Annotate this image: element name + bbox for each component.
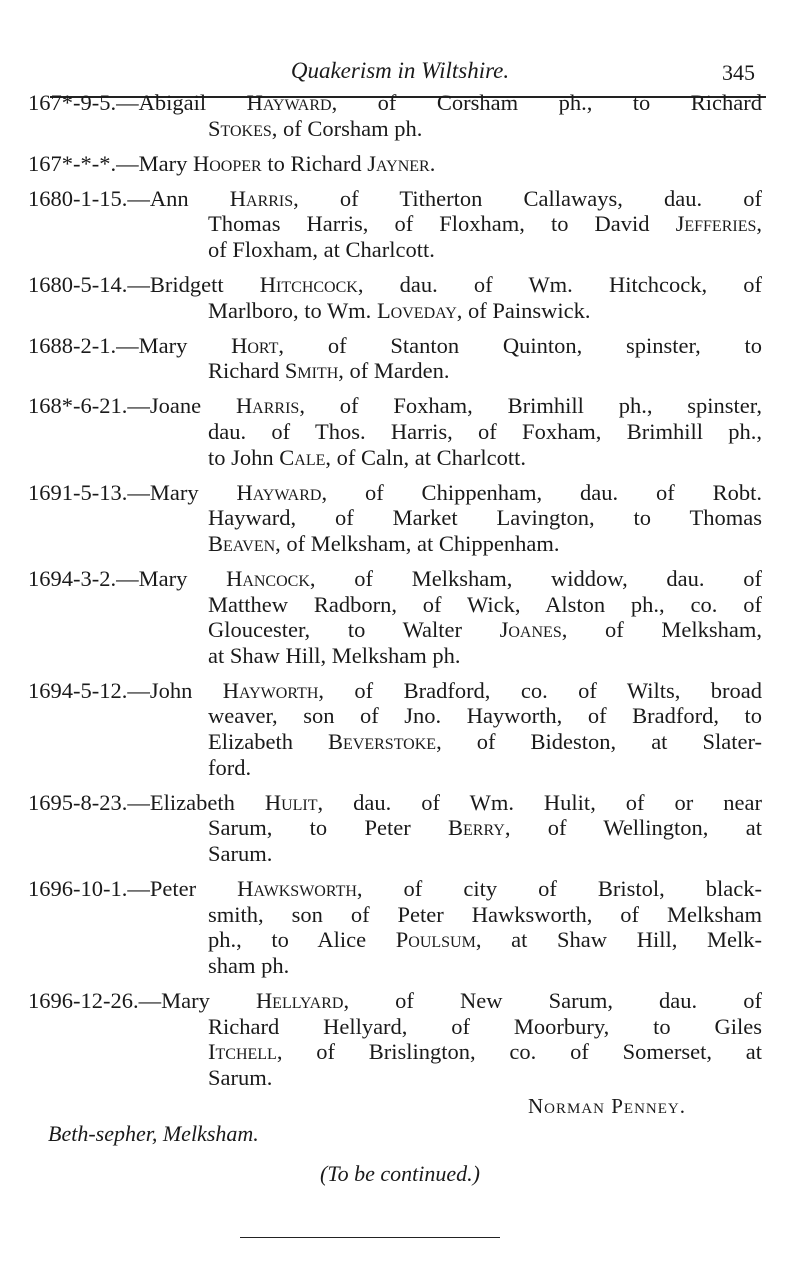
entry-text: , of Foxham, Brimhill ph., spinster,: [299, 393, 762, 419]
surname: Hellyard: [255, 987, 344, 1013]
marriage-entry: [0, 678, 800, 780]
entry-text: Sarum.: [208, 1064, 273, 1090]
surname: Hayward: [236, 479, 322, 505]
marriage-entry: [0, 988, 800, 1090]
entry-line: [0, 531, 800, 557]
surname: Hancock: [226, 566, 310, 591]
surname: Hort: [231, 332, 279, 358]
entry-text: ph., to Alice: [208, 927, 396, 953]
entry-text: Marlboro, to Wm.: [208, 297, 377, 323]
entry-line: [0, 841, 800, 867]
continued-note: (To be continued.): [320, 1161, 480, 1186]
marriage-entry: [0, 393, 800, 470]
surname: Smith: [284, 358, 339, 384]
surname: Berry: [448, 815, 505, 841]
entry-line: [0, 505, 800, 531]
entry-text: at Shaw Hill, Melksham ph.: [208, 642, 461, 668]
surname: Jefferies: [675, 211, 757, 237]
entry-text: , of Bradford, co. of Wilts, broad: [318, 677, 762, 703]
surname: Loveday: [376, 297, 457, 323]
entry-line: [0, 333, 800, 359]
entry-line: [0, 927, 800, 953]
surname: Stokes: [208, 115, 272, 141]
entry-line: [0, 151, 800, 177]
entry-text: , of Chippenham, dau. of Robt.: [321, 479, 762, 505]
surname: Beverstoke: [328, 729, 437, 755]
surname: Joanes: [499, 617, 562, 643]
surname: Jayner: [367, 150, 430, 176]
entry-text: Thomas Harris, of Floxham, to David: [208, 211, 676, 237]
marriage-entry: [0, 333, 800, 384]
entry-line: [0, 566, 800, 592]
entry-line: [0, 790, 800, 816]
entry-text: weaver, son of Jno. Hayworth, of Bradford, to: [208, 703, 762, 729]
marriage-entry: [0, 151, 800, 177]
marriage-entry: [0, 272, 800, 323]
author-place: Beth-sepher, Melksham.: [48, 1121, 259, 1146]
entry-line: [0, 988, 800, 1014]
entry-text: , of Titherton Callaways, dau. of: [293, 185, 762, 211]
entry-line: [0, 703, 800, 729]
surname: Hooper: [192, 150, 262, 176]
entry-line: [0, 617, 800, 643]
entry-text: Matthew Radborn, of Wick, Alston ph., co. of: [208, 591, 762, 617]
surname: Hawksworth: [237, 876, 357, 902]
surname: Hayworth: [222, 677, 319, 703]
entry-text: 168*-6-21.—Joane: [28, 393, 236, 419]
entry-text: smith, son of Peter Hawksworth, of Melksham: [208, 901, 762, 927]
marriage-entry: [0, 790, 800, 867]
entry-text: to John: [208, 444, 280, 470]
entry-line: [0, 729, 800, 755]
marriage-entry: [0, 90, 800, 141]
entry-text: 1695-8-23.—Elizabeth: [28, 789, 265, 815]
marriage-entry: [0, 566, 800, 668]
entry-text: 167*-9-5.—Abigail: [28, 90, 247, 115]
entry-line: [0, 480, 800, 506]
entry-text: , of Stanton Quinton, spinster, to: [278, 332, 762, 358]
entry-text: to Richard: [261, 150, 368, 176]
entry-line: [0, 755, 800, 781]
entry-line: [0, 298, 800, 324]
entry-text: , dau. of Wm. Hitchcock, of: [357, 272, 763, 298]
entry-text: , of Corsham ph.: [271, 115, 423, 141]
entry-text: .: [429, 150, 436, 176]
entry-line: [0, 678, 800, 704]
entry-text: 1694-5-12.—John: [28, 677, 223, 703]
entry-text: , of Bideston, at Slater-: [436, 729, 762, 755]
entry-text: 1691-5-13.—Mary: [28, 479, 237, 505]
entry-line: [0, 953, 800, 979]
surname: Hayward: [246, 90, 332, 115]
entry-text: ,: [756, 211, 762, 237]
entry-text: , at Shaw Hill, Melk-: [475, 927, 762, 953]
entry-text: sham ph.: [208, 952, 290, 978]
entry-text: Richard Hellyard, of Moorbury, to Giles: [208, 1013, 762, 1039]
entry-line: [0, 393, 800, 419]
entry-text: Hayward, of Market Lavington, to Thomas: [208, 505, 762, 531]
marriage-entries-list: [0, 90, 800, 1100]
entry-text: dau. of Thos. Harris, of Foxham, Brimhill ph.,: [208, 419, 762, 445]
entry-text: , of Melksham, widdow, dau. of: [309, 566, 762, 591]
entry-text: Sarum, to Peter: [208, 815, 449, 841]
surname: Hulit: [264, 789, 318, 815]
entry-line: [0, 445, 800, 471]
entry-line: [0, 358, 800, 384]
author-signature: Norman Penney.: [528, 1094, 687, 1118]
marriage-entry: [0, 186, 800, 263]
marriage-entry: [0, 876, 800, 978]
surname: Cale: [279, 444, 326, 470]
entry-text: , of Melksham, at Chippenham.: [275, 530, 560, 556]
entry-text: , of Caln, at Charlcott.: [325, 444, 526, 470]
entry-text: , of Brislington, co. of Somerset, at: [276, 1039, 762, 1065]
surname: Poulsum: [395, 927, 476, 953]
entry-line: [0, 116, 800, 142]
entry-text: , of city of Bristol, black-: [356, 876, 763, 902]
surname: Beaven: [208, 530, 276, 556]
entry-text: , of Painswick.: [456, 297, 591, 323]
running-title: Quakerism in Wiltshire.: [290, 58, 510, 83]
footer-rule: [240, 1237, 500, 1238]
entry-text: 1680-1-15.—Ann: [28, 185, 230, 211]
entry-line: [0, 1065, 800, 1091]
entry-text: ford.: [208, 754, 252, 780]
entry-text: , of Wellington, at: [504, 815, 762, 841]
entry-line: [0, 419, 800, 445]
entry-text: 167*-*-*.—Mary: [28, 150, 193, 176]
entry-text: Sarum.: [208, 840, 273, 866]
entry-text: 1696-12-26.—Mary: [28, 987, 256, 1013]
surname: Harris: [229, 185, 294, 211]
entry-text: Richard: [208, 358, 285, 384]
page-number: 345: [722, 60, 755, 85]
entry-line: [0, 272, 800, 298]
entry-line: [0, 592, 800, 618]
entry-text: 1696-10-1.—Peter: [28, 876, 238, 902]
surname: Hitchcock: [259, 272, 358, 298]
entry-text: Gloucester, to Walter: [208, 617, 500, 643]
entry-text: , dau. of Wm. Hulit, of or near: [317, 789, 763, 815]
entry-line: [0, 643, 800, 669]
entry-text: Elizabeth: [208, 729, 329, 755]
entry-line: [0, 876, 800, 902]
entry-text: 1688-2-1.—Mary: [28, 332, 232, 358]
entry-text: , of Corsham ph., to Richard: [331, 90, 762, 115]
surname: Itchell: [208, 1039, 277, 1065]
entry-line: [0, 237, 800, 263]
surname: Harris: [235, 393, 300, 419]
entry-line: [0, 211, 800, 237]
entry-text: of Floxham, at Charlcott.: [208, 236, 435, 262]
entry-text: 1680-5-14.—Bridgett: [28, 272, 260, 298]
marriage-entry: [0, 480, 800, 557]
entry-text: , of Marden.: [338, 358, 450, 384]
entry-line: [0, 902, 800, 928]
entry-line: [0, 186, 800, 212]
entry-text: 1694-3-2.—Mary: [28, 566, 227, 591]
entry-line: [0, 1039, 800, 1065]
entry-line: [0, 1014, 800, 1040]
entry-text: , of Melksham,: [561, 617, 762, 643]
entry-line: [0, 90, 800, 116]
entry-text: , of New Sarum, dau. of: [343, 987, 762, 1013]
entry-line: [0, 815, 800, 841]
